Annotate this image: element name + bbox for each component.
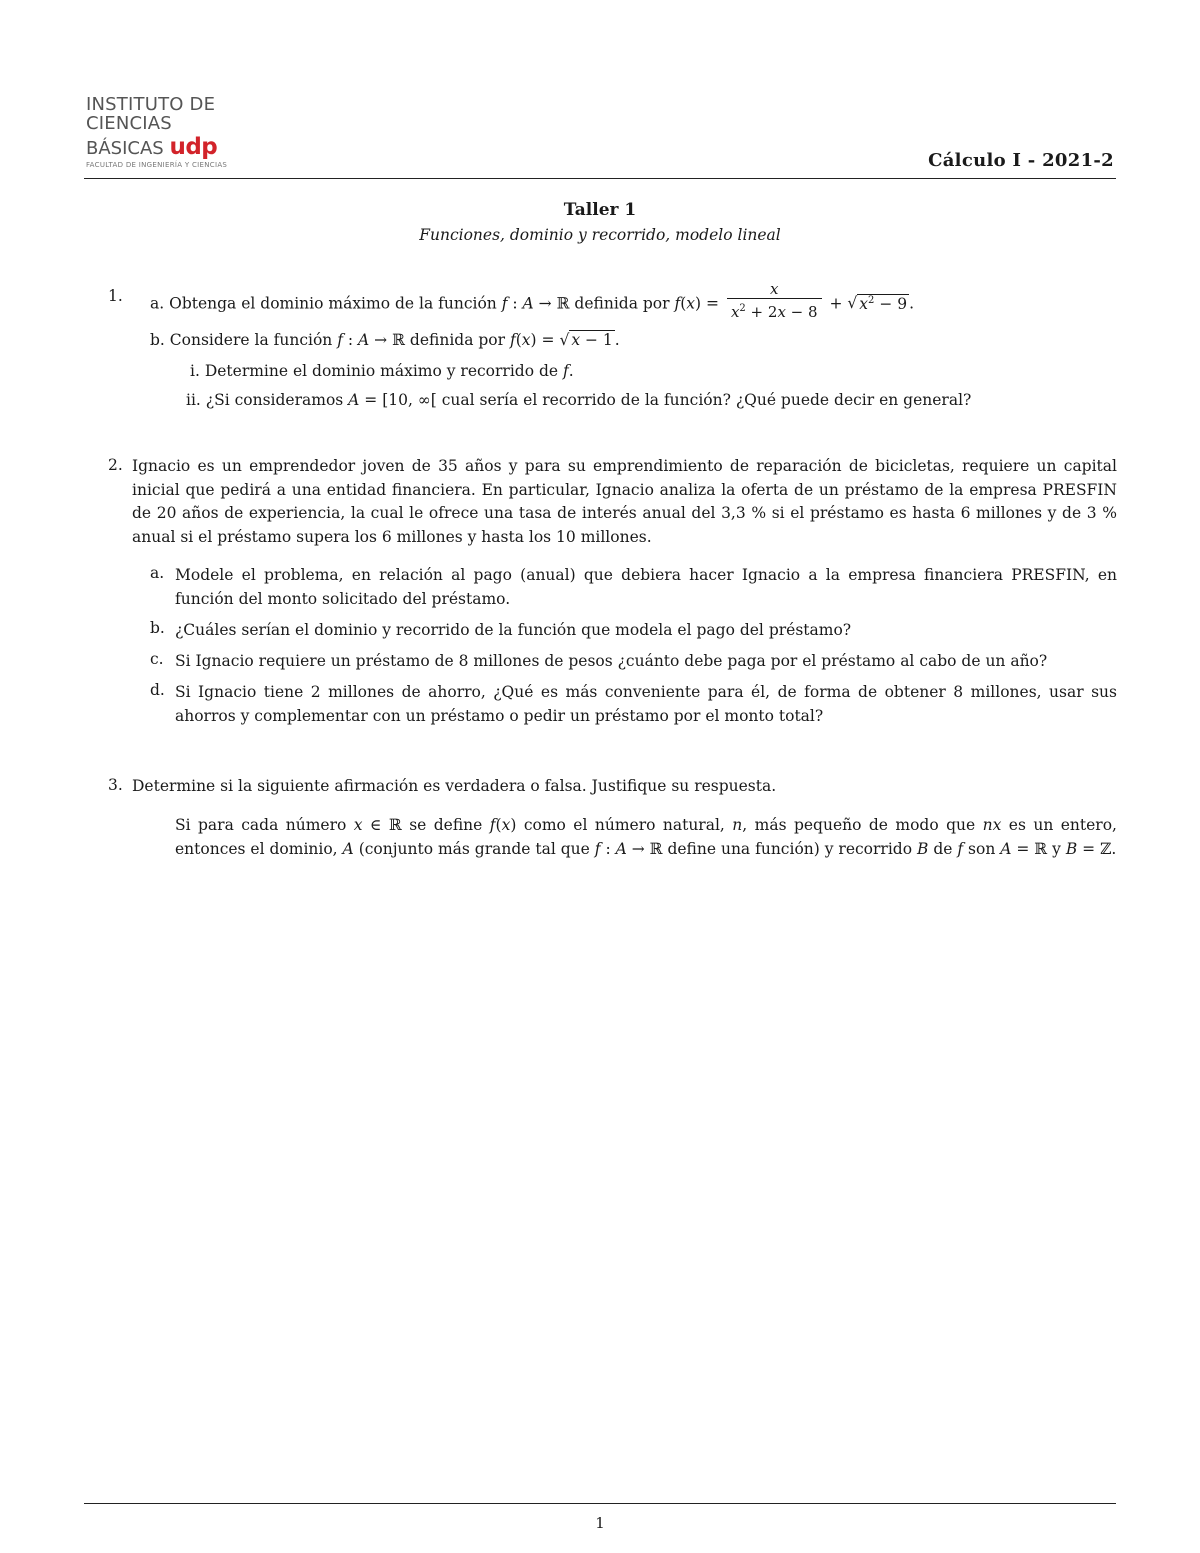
- q2a-text: Modele el problema, en relación al pago (anual) que debiera hacer Ignacio a la empresa financiera PRESFIN, en función del monto solicitado del préstamo.: [175, 566, 1117, 608]
- question-3-number: 3.: [108, 776, 123, 794]
- q1bii-label: ii.: [186, 391, 201, 409]
- q1b-text-1: Considere la función: [169, 331, 333, 349]
- document-title: Taller 1: [563, 200, 637, 220]
- q1bi-label: i.: [190, 362, 200, 380]
- logo-line-3: FACULTAD DE INGENIERÍA Y CIENCIAS: [86, 160, 228, 169]
- q1bii-text-1: ¿Si consideramos: [205, 391, 344, 409]
- q1bi-text: Determine el dominio máximo y recorrido de: [204, 362, 559, 380]
- q3-text-1: Si para cada número: [175, 816, 347, 834]
- question-1b-i: i. Determine el dominio máximo y recorrido de f.: [190, 362, 574, 380]
- q3-text-8: de: [933, 839, 953, 858]
- question-3-intro: Determine si la siguiente afirmación es verdadera o falsa. Justifique su respuesta.: [132, 777, 777, 795]
- q3-text-7: define una función) y recorrido: [667, 839, 913, 858]
- q3-text-5: es un entero, entonces el dominio,: [175, 816, 1117, 858]
- question-1a: a. Obtenga el dominio máximo de la función f : A → ℝ definida por f(x) = $\frac{x}{x^2 + 2x - 8}$ + √ $x^2 - 9$ .: [150, 280, 915, 321]
- q2b-text: ¿Cuáles serían el dominio y recorrido de la función que modela el pago del préstamo?: [175, 621, 852, 639]
- q1b-text-2: definida por: [409, 331, 506, 349]
- q1a-text-2: definida por: [574, 294, 670, 313]
- q1b-sqrt: √ x − 1: [559, 331, 613, 349]
- q2b-label: b.: [150, 619, 165, 637]
- logo-line-1: INSTITUTO DE CIENCIAS: [86, 94, 216, 134]
- document-subtitle: Funciones, dominio y recorrido, modelo lineal: [419, 226, 781, 244]
- q1b-label: b.: [150, 331, 165, 349]
- question-2-number: 2.: [108, 456, 123, 474]
- logo-udp: udp: [169, 133, 218, 160]
- q3-text-9: son: [968, 839, 996, 858]
- q2c-text: Si Ignacio requiere un préstamo de 8 millones de pesos ¿cuánto debe paga por el préstamo al cabo de un año?: [175, 652, 1048, 670]
- udp-logo: [86, 96, 306, 169]
- q3-text-4: más pequeño de modo que: [754, 816, 976, 834]
- q1bii-text-2: cual sería el recorrido de la función? ¿Qué puede decir en general?: [441, 391, 972, 409]
- logo-line-2: [86, 135, 306, 159]
- q2a-label: a.: [150, 564, 165, 582]
- q3-text-10: y: [1052, 839, 1061, 858]
- q3-text-2: se define: [409, 816, 483, 834]
- question-1b: b. Considere la función f : A → ℝ definida por f(x) = √ x − 1 .: [150, 329, 620, 352]
- q2c-label: c.: [150, 650, 164, 668]
- q2d-label: d.: [150, 681, 165, 699]
- q2d-text: Si Ignacio tiene 2 millones de ahorro, ¿Qué es más conveniente para él, de forma de obtener 8 millones, usar sus ahorros y complementar con un préstamo o pedir un préstamo por el monto total?: [175, 683, 1117, 725]
- page-number: 1: [595, 1514, 605, 1532]
- question-3-statement: Si para cada número x ∈ ℝ se define f(x) como el número natural, n, más pequeño de modo que nx es un entero, entonces el dominio, A (conjunto más grande tal que f : A → ℝ define una función) y recorrido B de f son A = ℝ y B = ℤ.: [175, 816, 1117, 858]
- q1a-text-1: Obtenga el dominio máximo de la función: [169, 294, 497, 313]
- q3-text-3: como el número natural,: [523, 816, 725, 834]
- q1a-label: a.: [150, 294, 165, 313]
- q3-text-6: (conjunto más grande tal que: [358, 839, 590, 858]
- question-1-number: 1.: [108, 287, 123, 305]
- logo-basicas: BÁSICAS: [86, 137, 164, 159]
- q1a-sqrt: √ $x^2 - 9$: [847, 294, 908, 313]
- question-2-intro: Ignacio es un emprendedor joven de 35 años y para su emprendimiento de reparación de bicicletas, requiere un capital inicial que pedirá a una entidad financiera. En particular, Ignacio analiza la oferta de un préstamo de la empresa PRESFIN de 20 años de experiencia, la cual le ofrece una tasa de interés anual del 3,3 % si el préstamo es hasta 6 millones y de 3 % anual si el préstamo supera los 6 millones y hasta los 10 millones.: [132, 457, 1117, 546]
- header-rule: [84, 178, 1116, 179]
- course-title: Cálculo I - 2021-2: [928, 150, 1114, 171]
- question-1b-ii: ii. ¿Si consideramos A = [10, ∞[ cual sería el recorrido de la función? ¿Qué puede decir en general?: [186, 391, 972, 409]
- q1a-map: f: [501, 294, 508, 313]
- q1a-fraction: $\frac{x}{x^2 + 2x - 8}$: [727, 281, 822, 322]
- footer-rule: [84, 1503, 1116, 1504]
